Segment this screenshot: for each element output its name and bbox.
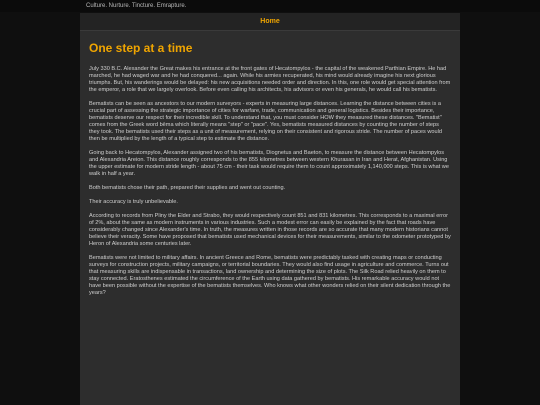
article-paragraph: Both bematists chose their path, prepared their supplies and went out counting.	[89, 185, 286, 191]
article-paragraph: Bematists can be seen as ancestors to our modern surveyors - experts in measuring large distances. Learning the distance between cities is a crucial part of assessing the strategic importance of cities for warfare, trade, communication and general logistics. Besides their importance, bematists deserve our respect for their incredible skill. To understand that, you must consider HOW they measured these distances. "Bematist" comes from the Greek word bēma which literally means "step" or "pace". Yes, bematists measured distances by counting the number of steps they took. The bematists used their steps as a unit of measurement, relying on their consistent and rigorous stride. The number of paces would then be multiplied by the length of a typical step to estimate the distance.	[89, 101, 443, 142]
article-paragraph: Their accuracy is truly unbelievable.	[89, 199, 178, 205]
nav-bar	[80, 13, 460, 31]
article-paragraph: Bematists were not limited to military affairs. In ancient Greece and Rome, bematists were predictably tasked with creating maps or conducting surveys for construction projects, military campaigns, or territorial boundaries. They would also find usage in agriculture and commerce. Turns out that measuring skills are indispensable in transactions, land ownership and determining the size of plots. The Silk Road relied heavily on them to stay connected. Eratosthenes estimated the circumference of the Earth using data gathered by bematists. His remarkable accuracy would not have been possible without the expertise of the bematists themselves. Who knows what other wonders relied on their silent dedication through the years?	[89, 255, 451, 296]
article-paragraph: July 330 B.C. Alexander the Great makes his entrance at the front gates of Hecatompylos - the capital of the weakened Parthian Empire. He had marched, he had waged war and he had conquered... again. While his armies recuperated, his mind would already imagine his next glorious triumphs. But, his wanderings would be delayed: his new acquisitions needed order and direction. In this, one role would get special attention from the emperor, a role that we largely overlook. Before even calling his architects, his advisors or even his generals, he would call his bematists.	[89, 66, 451, 93]
article	[89, 41, 451, 304]
article-paragraph: According to records from Pliny the Elder and Strabo, they would respectively count 851 and 831 kilometres. This corresponds to a maximal error of 2%, about the same as modern instruments in various industries. Such a modest error can easily be explained by the fact that roads have considerably changed since Alexander's time. In truth, the measures written in those records are so accurate that many modern historians cannot believe their veracity. Some have proposed that bematists used mechanical devices for their measurements, similar to the odometer prototyped by Heron of Alexandria some centuries later.	[89, 213, 451, 247]
article-title: One step at a time	[89, 41, 193, 55]
page-container	[80, 13, 460, 405]
nav-home-link[interactable]: Home	[260, 18, 280, 25]
site-tagline: Culture. Nurture. Tincture. Emrapture.	[86, 3, 187, 9]
top-bar	[0, 0, 540, 12]
article-paragraph: Going back to Hecatompylos, Alexander assigned two of his bematists, Diognetus and Baeton, to measure the distance between Hecatompylos and Alexandria Areion. This distance roughly corresponds to the 855 kilometres between western Khurasan in Iran and Herat, Afghanistan. Using the upper estimate for modern stride length - about 75 cm - their task would require them to count approximately 1,140,000 steps. This is what we walk in half a year.	[89, 150, 449, 177]
